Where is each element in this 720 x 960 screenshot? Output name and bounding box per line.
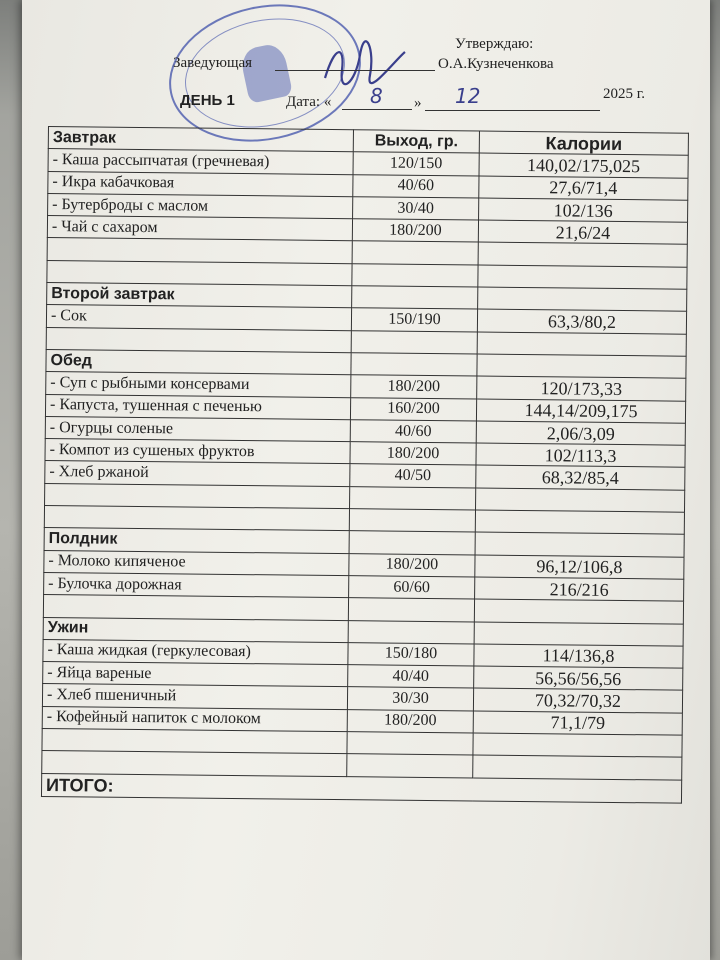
calories-cell bbox=[473, 755, 682, 779]
calories-cell bbox=[476, 488, 685, 512]
output-cell bbox=[352, 286, 478, 310]
menu-table bbox=[41, 126, 689, 803]
meal-cell: - Икра кабачковая bbox=[48, 171, 353, 196]
signature-line bbox=[275, 56, 435, 71]
output-cell: 180/200 bbox=[352, 219, 478, 243]
output-cell bbox=[352, 241, 478, 265]
meal-cell: - Компот из сушеных фруктов bbox=[45, 439, 350, 464]
meal-cell bbox=[46, 327, 351, 352]
calories-cell bbox=[478, 242, 687, 266]
date-year: 2025 г. bbox=[603, 86, 645, 102]
output-cell bbox=[351, 353, 477, 377]
meal-cell: - Яйца вареные bbox=[43, 662, 348, 687]
meal-cell bbox=[47, 238, 352, 263]
meal-cell: - Кофейный напиток с молоком bbox=[42, 706, 347, 731]
calories-cell: 96,12/106,8 bbox=[475, 555, 684, 579]
calories-cell: 63,3/80,2 bbox=[477, 309, 686, 333]
calories-cell bbox=[477, 332, 686, 356]
output-cell: 180/200 bbox=[349, 553, 475, 577]
output-cell: 60/60 bbox=[349, 576, 475, 600]
calories-cell bbox=[475, 532, 684, 556]
calories-cell: 144,14/209,175 bbox=[476, 399, 685, 423]
calories-cell: 2,06/3,09 bbox=[476, 421, 685, 445]
section-title: Полдник bbox=[44, 528, 349, 553]
date-quote-close: » bbox=[414, 95, 422, 111]
section-title: Ужин bbox=[43, 617, 348, 642]
day-label bbox=[180, 92, 235, 110]
meal-cell bbox=[44, 506, 349, 531]
date-label: Дата: « bbox=[286, 94, 332, 110]
section-title: Второй завтрак bbox=[47, 283, 352, 308]
meal-cell: - Суп с рыбными консервами bbox=[46, 372, 351, 397]
output-cell: 40/60 bbox=[350, 420, 476, 444]
date-day: 8 bbox=[370, 84, 383, 108]
output-cell bbox=[350, 486, 476, 510]
output-cell: 40/40 bbox=[348, 665, 474, 689]
calories-cell bbox=[474, 599, 683, 623]
output-cell bbox=[349, 509, 475, 533]
meal-cell bbox=[42, 728, 347, 753]
calories-cell bbox=[478, 265, 687, 289]
column-header-calories: Калории bbox=[479, 131, 688, 155]
meal-cell: - Капуста, тушенная с печенью bbox=[45, 394, 350, 419]
output-cell: 180/200 bbox=[350, 442, 476, 466]
meal-cell: - Булочка дорожная bbox=[44, 572, 349, 597]
output-cell bbox=[347, 754, 473, 778]
approve-label: Утверждаю: bbox=[455, 36, 534, 52]
meal-cell: - Хлеб пшеничный bbox=[42, 684, 347, 709]
calories-cell: 27,6/71,4 bbox=[479, 176, 688, 200]
meal-cell bbox=[47, 260, 352, 285]
output-cell: 30/30 bbox=[347, 687, 473, 711]
calories-cell: 71,1/79 bbox=[473, 711, 682, 735]
output-cell bbox=[349, 531, 475, 555]
output-cell: 40/50 bbox=[350, 464, 476, 488]
calories-cell: 114/136,8 bbox=[474, 644, 683, 668]
output-cell: 160/200 bbox=[350, 397, 476, 421]
position-label: Заведующая bbox=[173, 55, 253, 71]
approver-name: О.А.Кузнеченкова bbox=[438, 56, 554, 72]
calories-cell: 140,02/175,025 bbox=[479, 153, 688, 177]
section-title: Обед bbox=[46, 349, 351, 374]
output-cell: 150/190 bbox=[351, 308, 477, 332]
meal-cell: - Хлеб ржаной bbox=[45, 461, 350, 486]
meal-cell: - Чай с сахаром bbox=[47, 216, 352, 241]
calories-cell bbox=[477, 354, 686, 378]
meal-cell: - Каша жидкая (геркулесовая) bbox=[43, 639, 348, 664]
output-cell: 180/200 bbox=[347, 709, 473, 733]
stamp-emblem-icon bbox=[239, 42, 293, 104]
total-label: ИТОГО: bbox=[41, 773, 681, 803]
calories-cell: 216/216 bbox=[475, 577, 684, 601]
meal-cell: - Сок bbox=[46, 305, 351, 330]
output-cell bbox=[348, 598, 474, 622]
meal-cell: - Бутерброды с маслом bbox=[48, 193, 353, 218]
column-header-meal: Завтрак bbox=[48, 127, 353, 152]
calories-cell bbox=[473, 733, 682, 757]
calories-cell: 70,32/70,32 bbox=[473, 688, 682, 712]
date-month-line bbox=[425, 96, 600, 111]
column-header-output: Выход, гр. bbox=[353, 130, 479, 154]
calories-cell: 102/136 bbox=[479, 198, 688, 222]
meal-cell bbox=[45, 483, 350, 508]
calories-cell bbox=[474, 622, 683, 646]
calories-cell: 56,56/56,56 bbox=[474, 666, 683, 690]
output-cell: 120/150 bbox=[353, 152, 479, 176]
output-cell bbox=[348, 620, 474, 644]
output-cell: 180/200 bbox=[351, 375, 477, 399]
calories-cell bbox=[475, 510, 684, 534]
meal-cell: - Огурцы соленые bbox=[45, 416, 350, 441]
day-label-text: ДЕНЬ 1 bbox=[180, 92, 235, 109]
calories-cell: 102/113,3 bbox=[476, 443, 685, 467]
meal-cell bbox=[43, 595, 348, 620]
output-cell bbox=[347, 732, 473, 756]
date-month: 12 bbox=[455, 84, 481, 108]
calories-cell bbox=[478, 287, 687, 311]
meal-cell bbox=[42, 751, 347, 776]
output-cell: 30/40 bbox=[353, 197, 479, 221]
meal-cell: - Молоко кипяченое bbox=[44, 550, 349, 575]
output-cell bbox=[351, 330, 477, 354]
output-cell: 150/180 bbox=[348, 642, 474, 666]
calories-cell: 21,6/24 bbox=[478, 220, 687, 244]
output-cell: 40/60 bbox=[353, 174, 479, 198]
calories-cell: 68,32/85,4 bbox=[476, 465, 685, 489]
calories-cell: 120/173,33 bbox=[477, 376, 686, 400]
meal-cell: - Каша рассыпчатая (гречневая) bbox=[48, 149, 353, 174]
output-cell bbox=[352, 263, 478, 287]
